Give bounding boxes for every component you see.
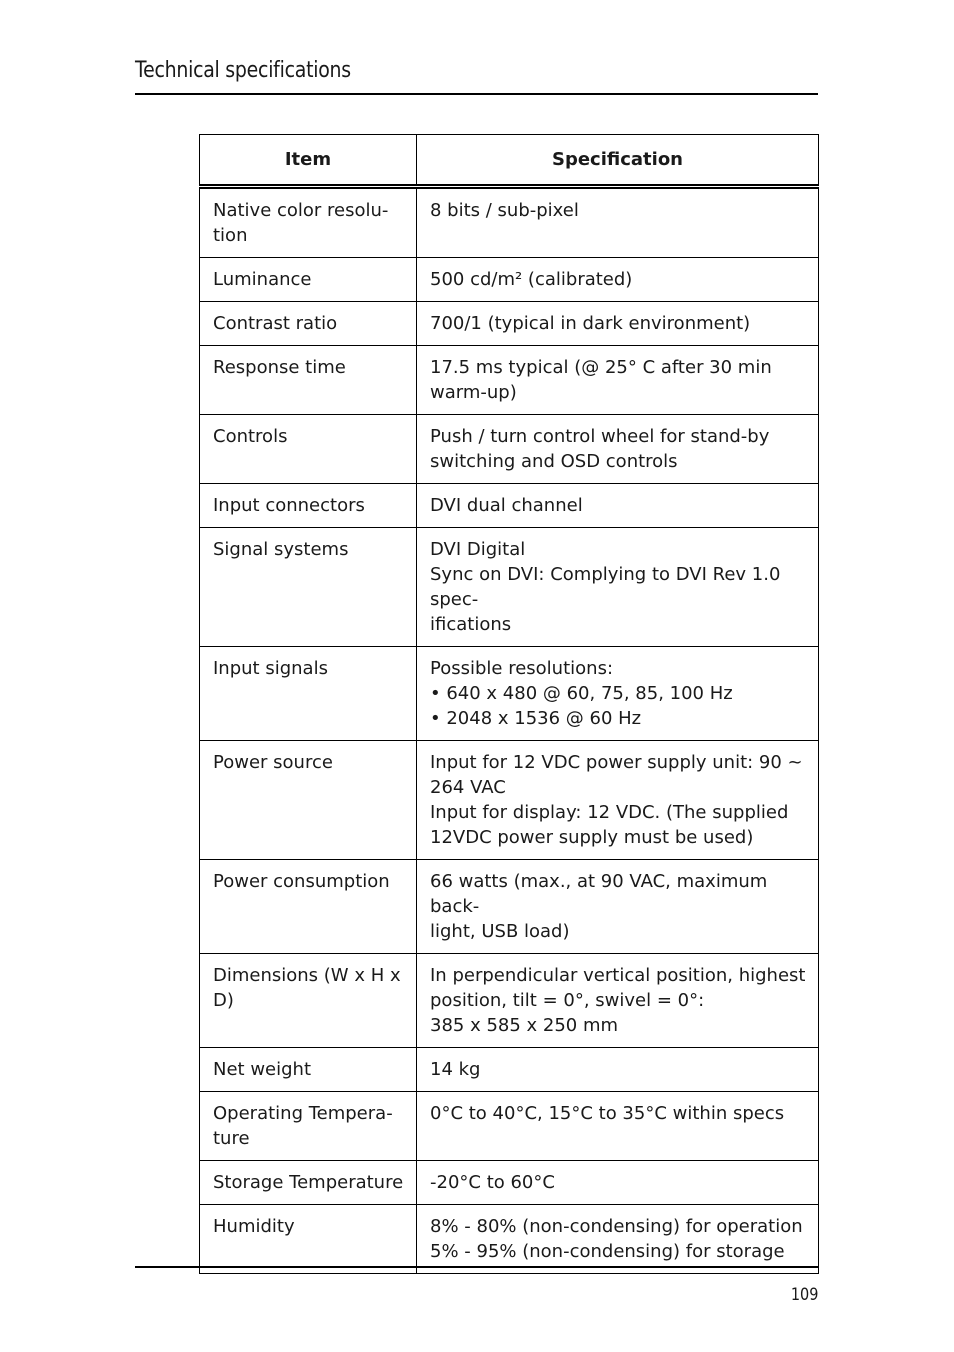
item-cell: Dimensions (W x H x D) xyxy=(200,954,417,1048)
item-cell: Luminance xyxy=(200,258,417,302)
table-row xyxy=(200,528,819,647)
table-row xyxy=(200,647,819,741)
item-cell: Input connectors xyxy=(200,484,417,528)
table-row xyxy=(200,1205,819,1274)
item-cell: Contrast ratio xyxy=(200,302,417,346)
footer-rule xyxy=(135,1266,818,1268)
spec-cell: 0°C to 40°C, 15°C to 35°C within specs xyxy=(417,1092,819,1161)
table-header-row xyxy=(200,135,819,187)
table-row xyxy=(200,1092,819,1161)
item-cell: Net weight xyxy=(200,1048,417,1092)
item-cell: Native color resolu- tion xyxy=(200,187,417,258)
spec-cell: 17.5 ms typical (@ 25° C after 30 min warm-up) xyxy=(417,346,819,415)
spec-cell: DVI dual channel xyxy=(417,484,819,528)
item-cell: Power source xyxy=(200,741,417,860)
item-cell: Operating Tempera- ture xyxy=(200,1092,417,1161)
table-row xyxy=(200,954,819,1048)
table-row xyxy=(200,258,819,302)
page-header-title: Technical specifications xyxy=(135,58,351,83)
spec-cell: Possible resolutions: • 640 x 480 @ 60, 75, 85, 100 Hz • 2048 x 1536 @ 60 Hz xyxy=(417,647,819,741)
column-header-specification: Specification xyxy=(417,135,819,187)
item-cell: Input signals xyxy=(200,647,417,741)
spec-cell: 500 cd/m² (calibrated) xyxy=(417,258,819,302)
table-row xyxy=(200,1048,819,1092)
item-cell: Power consumption xyxy=(200,860,417,954)
spec-cell: 8% - 80% (non-condensing) for operation 5% - 95% (non-condensing) for storage xyxy=(417,1205,819,1274)
table-row xyxy=(200,415,819,484)
spec-cell: 8 bits / sub-pixel xyxy=(417,187,819,258)
header-rule xyxy=(135,93,818,95)
table-row xyxy=(200,860,819,954)
specifications-table xyxy=(199,134,819,1274)
table-row xyxy=(200,187,819,258)
item-cell: Controls xyxy=(200,415,417,484)
item-cell: Signal systems xyxy=(200,528,417,647)
page-number: 109 xyxy=(790,1285,818,1305)
spec-cell: 700/1 (typical in dark environment) xyxy=(417,302,819,346)
spec-cell: Input for 12 VDC power supply unit: 90 ~ 264 VAC Input for display: 12 VDC. (The supplied 12VDC power supply must be used) xyxy=(417,741,819,860)
table-row xyxy=(200,346,819,415)
spec-cell: -20°C to 60°C xyxy=(417,1161,819,1205)
spec-cell: Push / turn control wheel for stand-by switching and OSD controls xyxy=(417,415,819,484)
column-header-item: Item xyxy=(200,135,417,187)
item-cell: Humidity xyxy=(200,1205,417,1274)
spec-cell: DVI Digital Sync on DVI: Complying to DVI Rev 1.0 spec- ifications xyxy=(417,528,819,647)
spec-cell: 14 kg xyxy=(417,1048,819,1092)
table-row xyxy=(200,302,819,346)
spec-cell: In perpendicular vertical position, highest position, tilt = 0°, swivel = 0°: 385 x 585 x 250 mm xyxy=(417,954,819,1048)
item-cell: Storage Temperature xyxy=(200,1161,417,1205)
table-row xyxy=(200,484,819,528)
spec-cell: 66 watts (max., at 90 VAC, maximum back- light, USB load) xyxy=(417,860,819,954)
table-row xyxy=(200,741,819,860)
table-row xyxy=(200,1161,819,1205)
item-cell: Response time xyxy=(200,346,417,415)
